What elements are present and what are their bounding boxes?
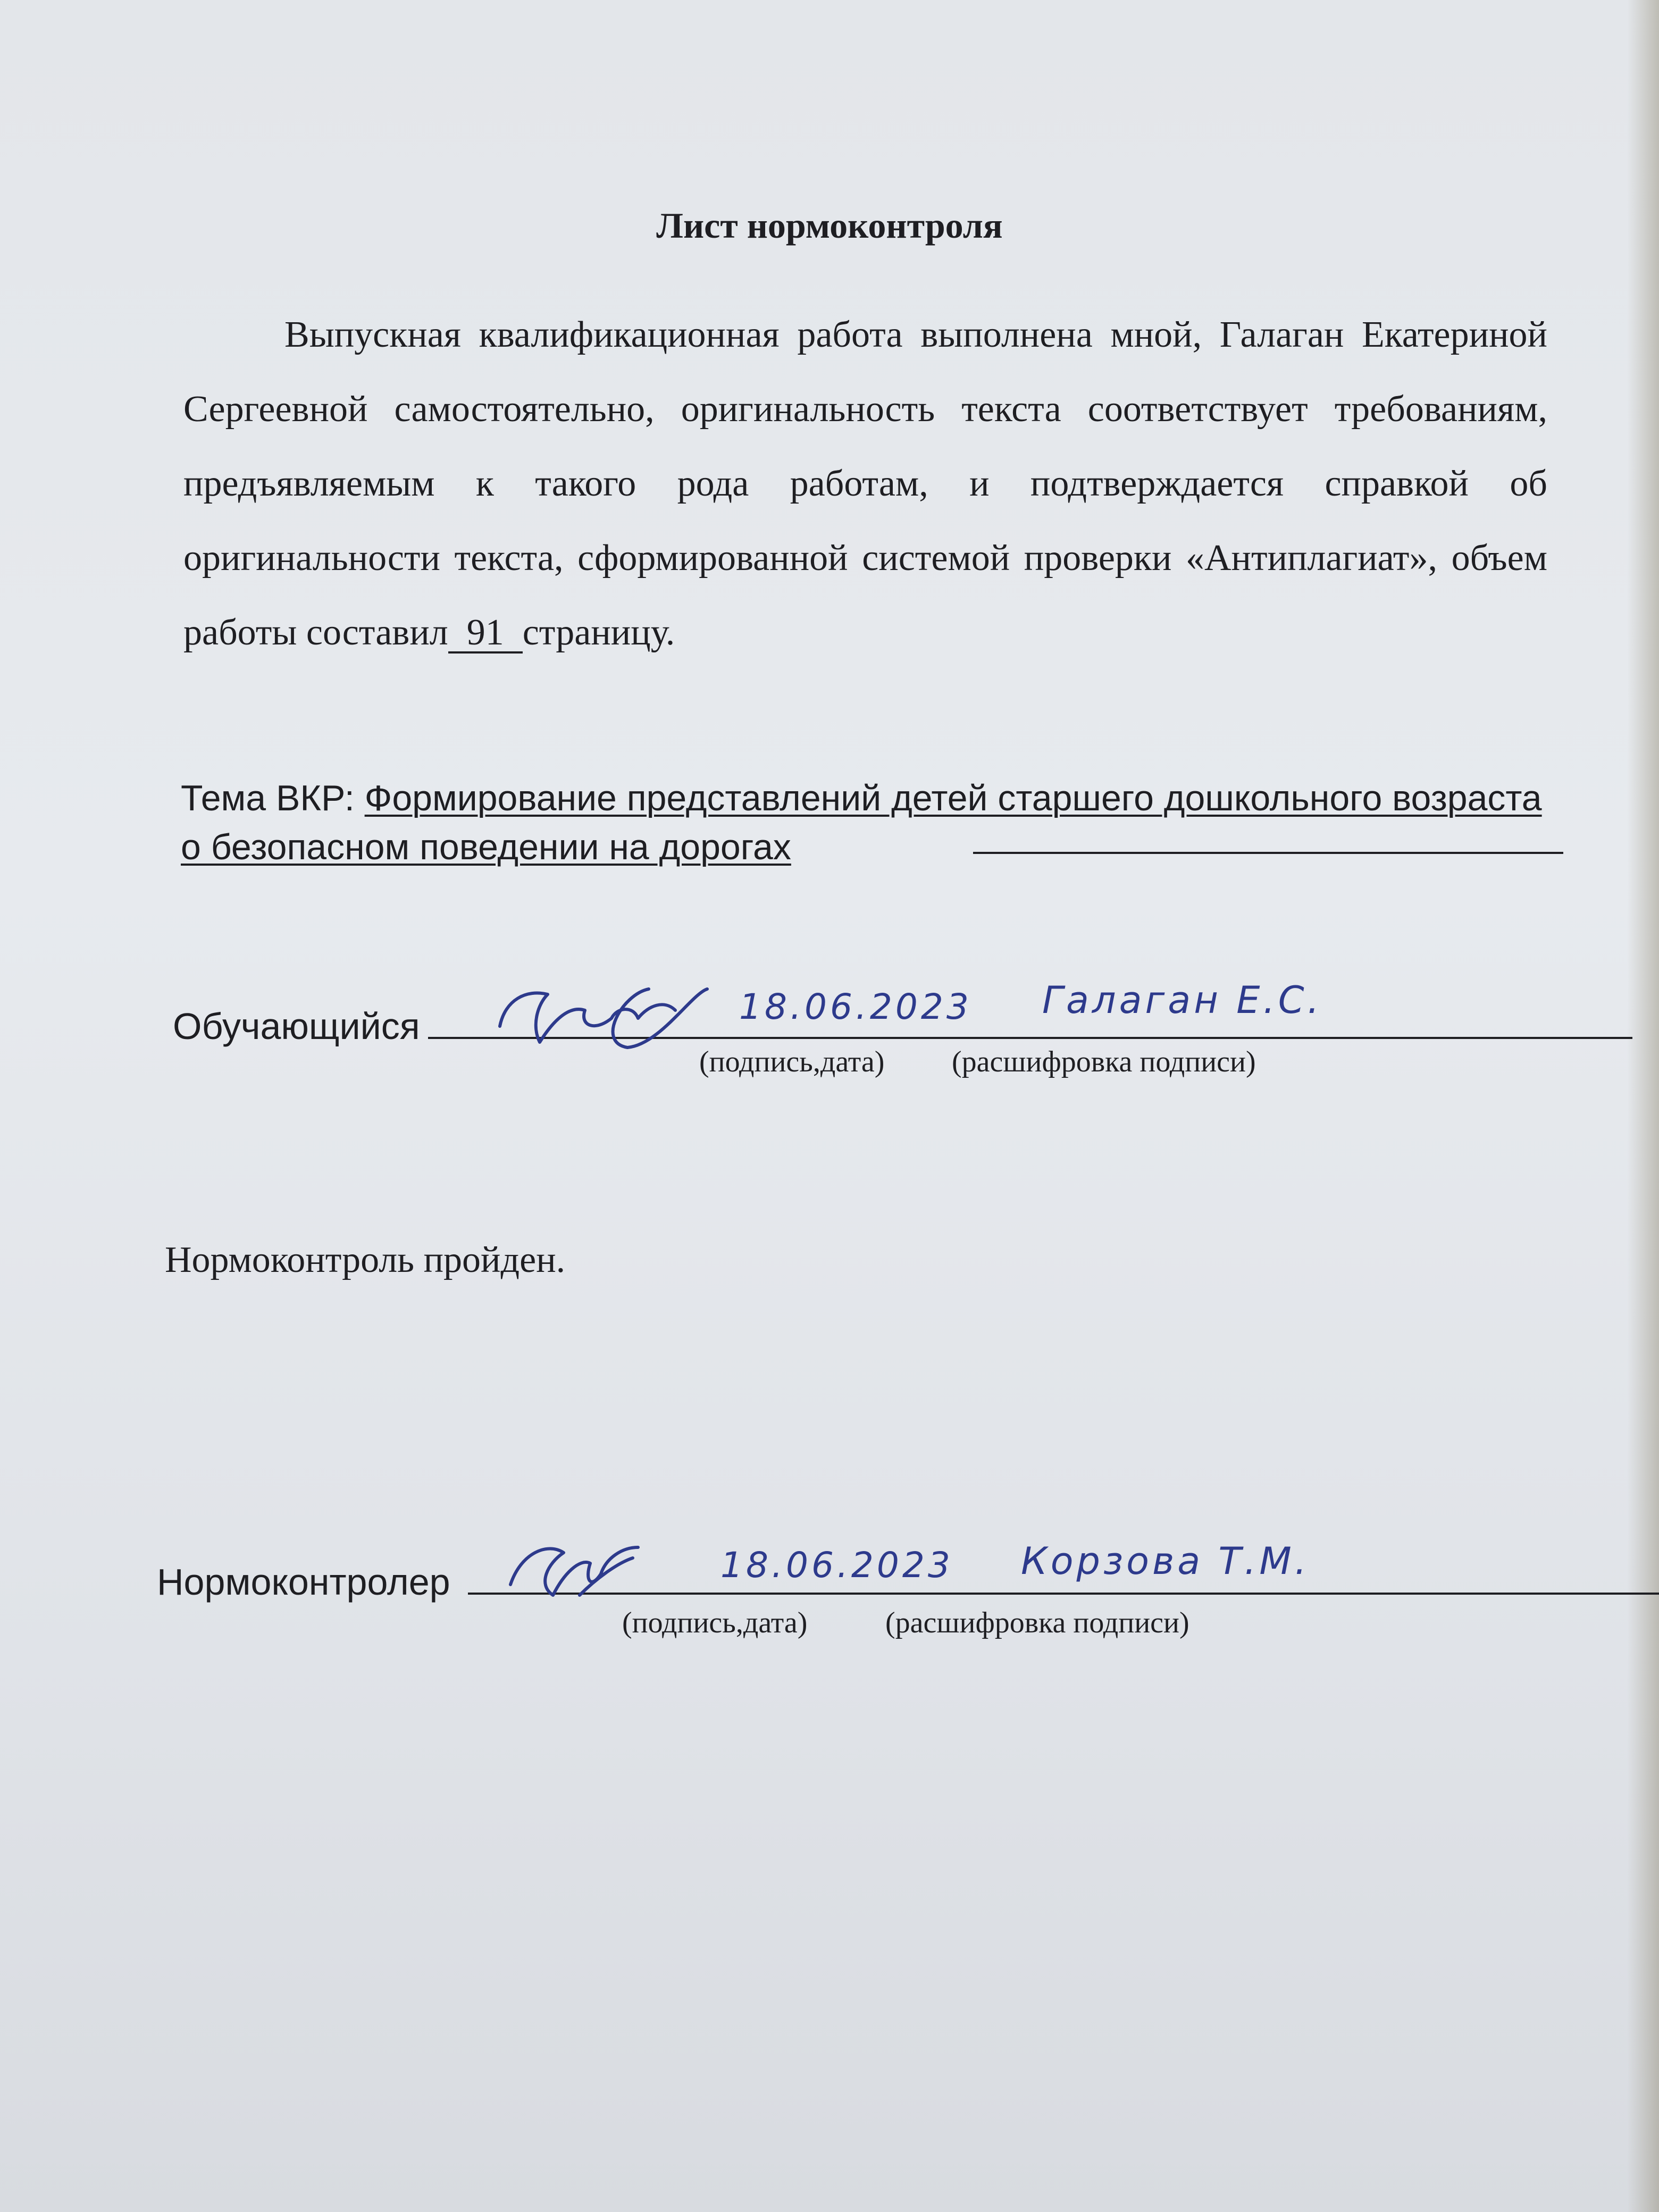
controller-name-handwritten: Корзова Т.М.: [1021, 1539, 1310, 1583]
controller-caption-decoding: (расшифровка подписи): [885, 1606, 1189, 1639]
controller-signature: [500, 1531, 649, 1606]
student-date: 18.06.2023: [739, 986, 972, 1027]
student-caption-signature-date: (подпись,дата): [699, 1045, 885, 1078]
page-edge-shadow: [1627, 0, 1659, 2212]
student-label: Обучающийся: [173, 1006, 420, 1047]
normcontrol-status: Нормоконтроль пройден.: [165, 1239, 566, 1280]
topic-underline-extension: [973, 852, 1563, 854]
student-signature: [489, 968, 713, 1058]
student-caption-decoding: (расшифровка подписи): [952, 1045, 1256, 1078]
controller-label: Нормоконтролер: [157, 1561, 450, 1603]
controller-date: 18.06.2023: [720, 1545, 953, 1586]
controller-caption-signature-date: (подпись,дата): [622, 1606, 808, 1639]
thesis-topic: [181, 774, 1563, 872]
topic-label: Тема ВКР:: [181, 778, 355, 818]
declaration-text-end: страницу.: [522, 612, 675, 653]
declaration-paragraph: [183, 298, 1547, 670]
student-name-handwritten: Галаган Е.С.: [1042, 978, 1322, 1022]
topic-text: Формирование представлений детей старшего дошкольного возраста о безопасном поведении на дорогах: [181, 778, 1542, 867]
document-title: Лист нормоконтроля: [656, 205, 1003, 246]
page-count-value: 91: [448, 614, 523, 653]
declaration-text: Выпускная квалификационная работа выполнена мной, Галаган Екатериной Сергеевной самостоятельно, оригинальность текста соответствует требованиям, предъявляемым к такого рода работам, и подтверждается справкой об оригинальности текста, сформированной системой проверки «Антиплагиат», объем работы составил: [183, 314, 1547, 653]
